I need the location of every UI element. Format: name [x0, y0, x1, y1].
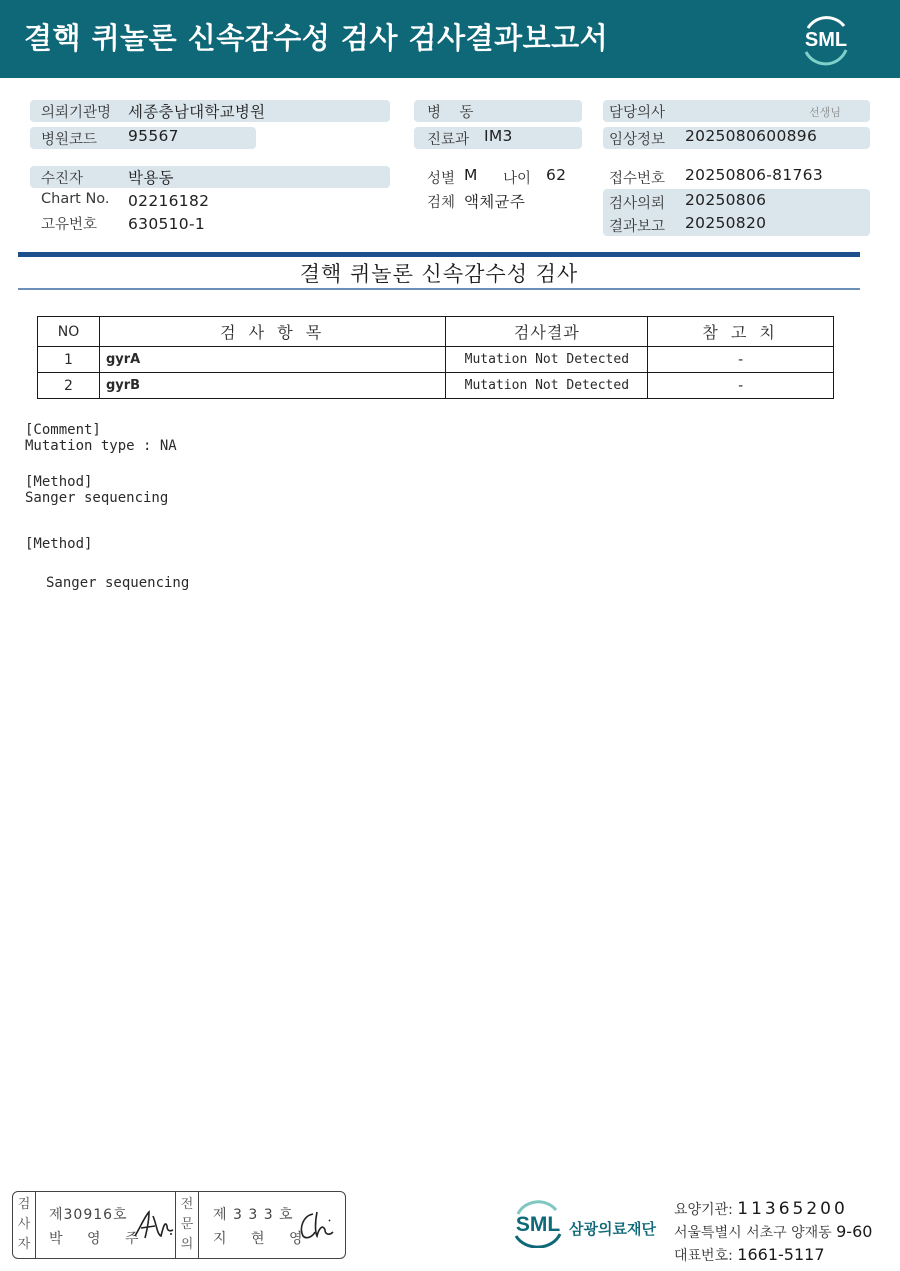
table-header-row	[38, 317, 834, 347]
test-request-label: 검사의뢰	[609, 196, 666, 212]
institution-label: 의뢰기관명	[41, 105, 112, 121]
receipt-no-label: 접수번호	[609, 171, 666, 187]
receipt-no-value: 20250806-81763	[685, 166, 823, 184]
header-reference: 참 고 치	[648, 317, 834, 347]
table-row	[38, 373, 834, 399]
footer-address: 서울특별시 서초구 양재동	[674, 1225, 832, 1241]
header-item: 검 사 항 목	[99, 317, 446, 347]
row-no: 1	[38, 347, 100, 373]
hospital-code-value: 95567	[128, 127, 179, 145]
sml-logo-icon	[798, 12, 854, 66]
row-result: Mutation Not Detected	[446, 373, 648, 399]
specialist-signature-icon	[295, 1206, 339, 1244]
footer-institution-line	[674, 1199, 848, 1219]
header-no: NO	[38, 317, 100, 347]
test-request-value: 20250806	[685, 191, 767, 209]
phone-label: 대표번호:	[674, 1248, 733, 1264]
institution-code: 11365200	[737, 1199, 848, 1219]
section-divider-bottom	[18, 288, 860, 290]
method-text: Sanger sequencing	[25, 490, 169, 506]
patient-row	[30, 166, 390, 188]
results-table	[37, 316, 834, 399]
row-no: 2	[38, 373, 100, 399]
footer-org-name: 삼광의료재단	[569, 1220, 656, 1238]
clinical-info-label: 임상정보	[609, 132, 666, 148]
sex-value: M	[464, 166, 478, 184]
report-header	[0, 0, 900, 78]
row-item: gyrB	[99, 373, 446, 399]
signature-box	[12, 1191, 346, 1259]
hospital-code-label: 병원코드	[41, 132, 98, 148]
age-label: 나이	[503, 171, 532, 187]
header-result: 검사결과	[446, 317, 648, 347]
specimen-label: 검체	[427, 195, 456, 211]
footer-address-number: 9-60	[836, 1222, 873, 1241]
unique-no-value: 630510-1	[128, 215, 206, 233]
comment-text: Mutation type : NA	[25, 438, 177, 454]
row-item: gyrA	[99, 347, 446, 373]
patient-label: 수진자	[41, 171, 84, 187]
unique-no-label: 고유번호	[41, 217, 98, 233]
section-divider-top	[18, 252, 860, 257]
footer-phone-line	[674, 1245, 825, 1265]
specialist-label: 전 문 의	[175, 1192, 199, 1258]
result-report-label: 결과보고	[609, 219, 666, 235]
institution-value: 세종충남대학교병원	[128, 103, 266, 121]
row-result: Mutation Not Detected	[446, 347, 648, 373]
method-text-secondary: Sanger sequencing	[46, 575, 190, 591]
svg-text:SML: SML	[515, 1213, 561, 1236]
examiner-license: 제30916호	[49, 1207, 128, 1223]
comment-heading: [Comment]	[25, 422, 101, 438]
phone-number: 1661-5117	[737, 1245, 825, 1264]
physician-label: 담당의사	[609, 105, 666, 121]
sex-label: 성별	[427, 171, 456, 187]
examiner-label: 검 사 자	[13, 1192, 36, 1258]
svg-text:SML: SML	[804, 29, 848, 51]
row-reference: -	[648, 373, 834, 399]
chart-no-value: 02216182	[128, 192, 210, 210]
age-value: 62	[546, 166, 567, 184]
physician-suffix: 선생님	[809, 106, 841, 119]
footer-address-line	[674, 1222, 872, 1242]
method-heading: [Method]	[25, 474, 93, 490]
section-title: 결핵 퀴놀론 신속감수성 검사	[299, 262, 579, 286]
department-label: 진료과	[427, 132, 470, 148]
institution-code-label: 요양기관:	[674, 1202, 733, 1218]
examiner-signature-icon	[131, 1206, 177, 1244]
specialist-name: 지 현 영	[213, 1231, 313, 1247]
footer-sml-logo-icon	[510, 1198, 566, 1248]
chart-no-label: Chart No.	[41, 191, 110, 207]
report-title: 결핵 퀴놀론 신속감수성 검사 검사결과보고서	[24, 21, 609, 55]
patient-value: 박용동	[128, 169, 174, 187]
row-reference: -	[648, 347, 834, 373]
result-report-value: 20250820	[685, 214, 767, 232]
table-row	[38, 347, 834, 373]
clinical-info-value: 2025080600896	[685, 127, 818, 145]
department-value: IM3	[484, 127, 513, 145]
specialist-license: 제 3 3 3 호	[213, 1207, 294, 1223]
method-heading-secondary: [Method]	[25, 536, 93, 552]
examiner-name: 박 영 주	[49, 1231, 149, 1247]
specimen-value: 액체균주	[464, 193, 526, 211]
ward-label: 병 동	[427, 105, 474, 121]
